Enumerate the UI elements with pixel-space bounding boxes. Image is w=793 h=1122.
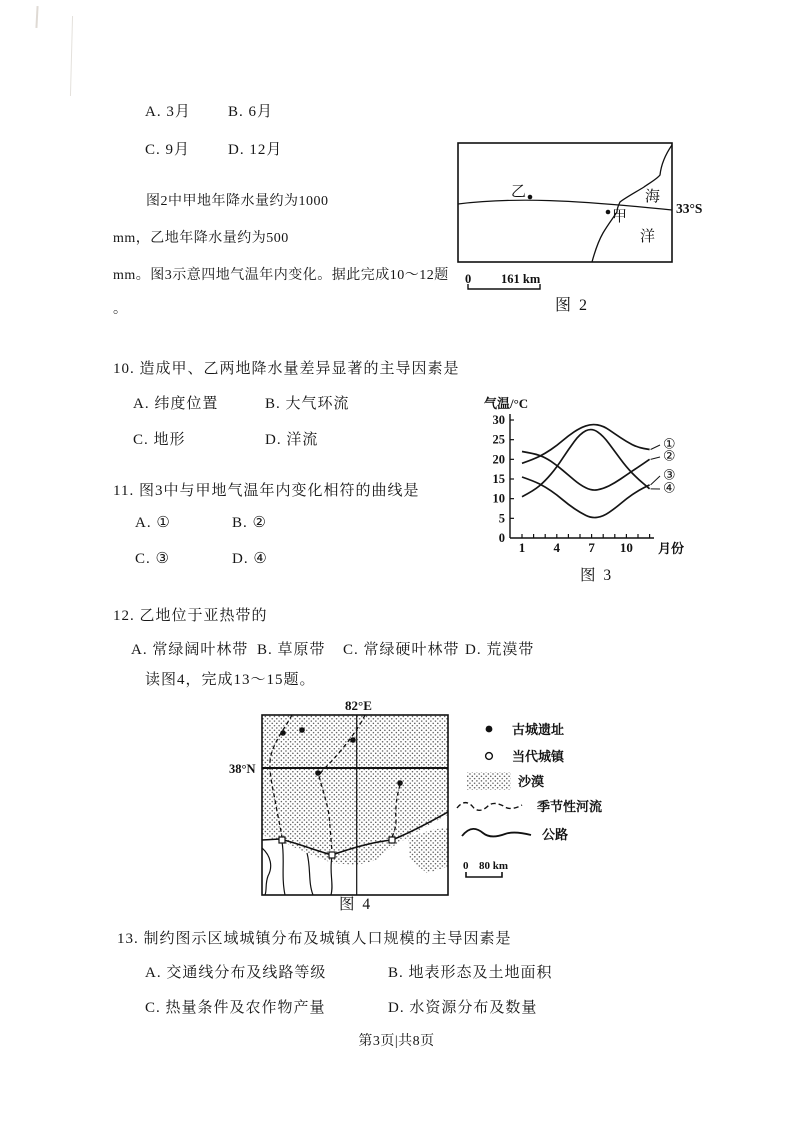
fig4-ancient-ruin-dot [350, 737, 356, 743]
fig2-scale-zero: 0 [465, 272, 472, 286]
fig2-label-sea2: 洋 [640, 229, 656, 245]
q9-option-b: B. 6月 [228, 104, 274, 120]
legend-modern-town-label: 当代城镇 [512, 749, 565, 764]
fig3-curve-label-2: ② [663, 449, 676, 465]
q12-option-a: A. 常绿阔叶林带 [131, 642, 249, 658]
fig2-scale-distance: 161 km [501, 272, 541, 286]
scan-artifact-line [35, 6, 38, 28]
legend-ancient-ruin-label: 古城遗址 [512, 722, 565, 737]
q10-option-b: B. 大气环流 [265, 396, 350, 412]
fig3-curve-label-connector [651, 445, 660, 450]
q11-option-b: B. ② [232, 515, 267, 531]
fig3-y-tick-label: 30 [492, 413, 505, 427]
fig2-coastal-map [455, 140, 707, 320]
fig3-x-tick-label: 1 [518, 540, 526, 555]
q9-option-c: C. 9月 [145, 142, 191, 158]
fig4-ancient-ruin-dot [397, 780, 403, 786]
fig2-caption: 图 2 [555, 297, 590, 314]
q9-option-a: A. 3月 [145, 104, 191, 120]
q10-option-a: A. 纬度位置 [133, 396, 219, 412]
fig2-label-yi: 乙 [511, 184, 527, 200]
read-fig4-note: 读图4，完成13～15题。 [145, 672, 316, 688]
legend-seasonal-river-icon [457, 803, 522, 811]
q11-option-c: C. ③ [135, 551, 170, 567]
legend-desert-icon [467, 772, 511, 790]
scan-artifact-line [70, 16, 73, 96]
fig4-modern-town-square [389, 837, 395, 843]
fig3-y-tick-label: 10 [492, 491, 505, 506]
fig2-label-jia: 甲 [612, 209, 628, 225]
fig3-curve-3 [522, 477, 650, 518]
fig3-x-tick-label: 10 [619, 540, 633, 555]
q9-option-d: D. 12月 [228, 142, 283, 158]
fig3-curve-label-3: ③ [663, 468, 676, 484]
fig3-xlabel: 月份 [658, 541, 685, 556]
legend-modern-town-icon [486, 753, 493, 760]
fig3-y-tick-label: 25 [492, 432, 505, 447]
fig4-scale-distance: 80 km [479, 860, 509, 872]
fig4-ancient-ruin-dot [315, 770, 321, 776]
q13-option-b: B. 地表形态及土地面积 [388, 965, 553, 981]
fig3-y-tick-label: 20 [492, 452, 505, 467]
fig4-meridian-label: 82°E [345, 698, 372, 713]
q13-option-c: C. 热量条件及农作物产量 [145, 1000, 326, 1016]
fig2-label-sea1: 海 [645, 189, 661, 205]
fig4-ancient-ruin-dot [299, 727, 305, 733]
fig4-modern-town-square [329, 852, 335, 858]
legend-ancient-ruin-icon [486, 726, 493, 733]
intro-line-4: 。 [113, 302, 128, 317]
legend-road-label: 公路 [542, 827, 569, 842]
fig4-scale-bar [466, 872, 502, 877]
fig3-curve-label-connector [651, 457, 660, 459]
q13-option-d: D. 水资源分布及数量 [388, 1000, 538, 1016]
legend-desert-label: 沙漠 [518, 774, 545, 789]
fig4-desert-map [225, 690, 685, 918]
fig4-caption: 图 4 [339, 896, 373, 913]
q10-option-c: C. 地形 [133, 432, 186, 448]
fig3-curve-label-1: ① [663, 437, 676, 453]
q12-option-b: B. 草原带 [257, 642, 326, 658]
fig3-caption: 图 3 [580, 567, 614, 584]
fig4-ancient-ruin-dot [280, 730, 286, 736]
page-footer: 第3页|共8页 [358, 1034, 435, 1049]
q10-stem: 10. 造成甲、乙两地降水量差异显著的主导因素是 [113, 361, 460, 377]
q10-option-d: D. 洋流 [265, 432, 319, 448]
q12-stem: 12. 乙地位于亚热带的 [113, 608, 268, 624]
q11-option-a: A. ① [135, 515, 171, 531]
q11-option-d: D. ④ [232, 551, 268, 567]
intro-line-3: mm。图3示意四地气温年内变化。据此完成10～12题 [113, 268, 449, 283]
fig3-plot-area [493, 413, 676, 555]
fig3-y-tick-label: 5 [498, 511, 505, 526]
fig4-modern-town-square [279, 837, 285, 843]
q13-stem: 13. 制约图示区域城镇分布及城镇人口规模的主导因素是 [117, 931, 512, 947]
fig2-point-yi-dot [528, 195, 533, 200]
fig3-temperature-chart [480, 392, 685, 592]
fig4-parallel-label: 38°N [229, 762, 256, 776]
fig3-ylabel: 气温/°C [484, 396, 529, 411]
fig4-scale-zero: 0 [463, 860, 469, 872]
q12-option-c: C. 常绿硬叶林带 [343, 642, 460, 658]
fig3-curve-label-connector [651, 476, 660, 485]
fig2-latitude-line-33s [458, 200, 672, 210]
fig4-map-content [262, 715, 448, 895]
q13-option-a: A. 交通线分布及线路等级 [145, 965, 327, 981]
fig3-x-tick-label: 4 [553, 540, 561, 555]
intro-line-2: mm，乙地年降水量约为500 [113, 231, 289, 246]
fig3-y-tick-label: 15 [492, 472, 505, 486]
fig3-curve-4 [522, 430, 650, 497]
legend-road-icon [462, 829, 531, 837]
intro-line-1: 图2中甲地年降水量约为1000 [146, 194, 329, 209]
legend-seasonal-river-label: 季节性河流 [537, 799, 603, 814]
fig2-latitude-label: 33°S [676, 201, 703, 216]
fig3-x-tick-label: 7 [588, 540, 595, 555]
q12-option-d: D. 荒漠带 [465, 642, 535, 658]
fig3-curve-label-4: ④ [663, 481, 676, 497]
fig3-y-tick-label: 0 [498, 531, 505, 545]
fig4-legend [457, 722, 602, 877]
q11-stem: 11. 图3中与甲地气温年内变化相符的曲线是 [113, 483, 420, 499]
fig2-point-jia-dot [606, 210, 611, 215]
